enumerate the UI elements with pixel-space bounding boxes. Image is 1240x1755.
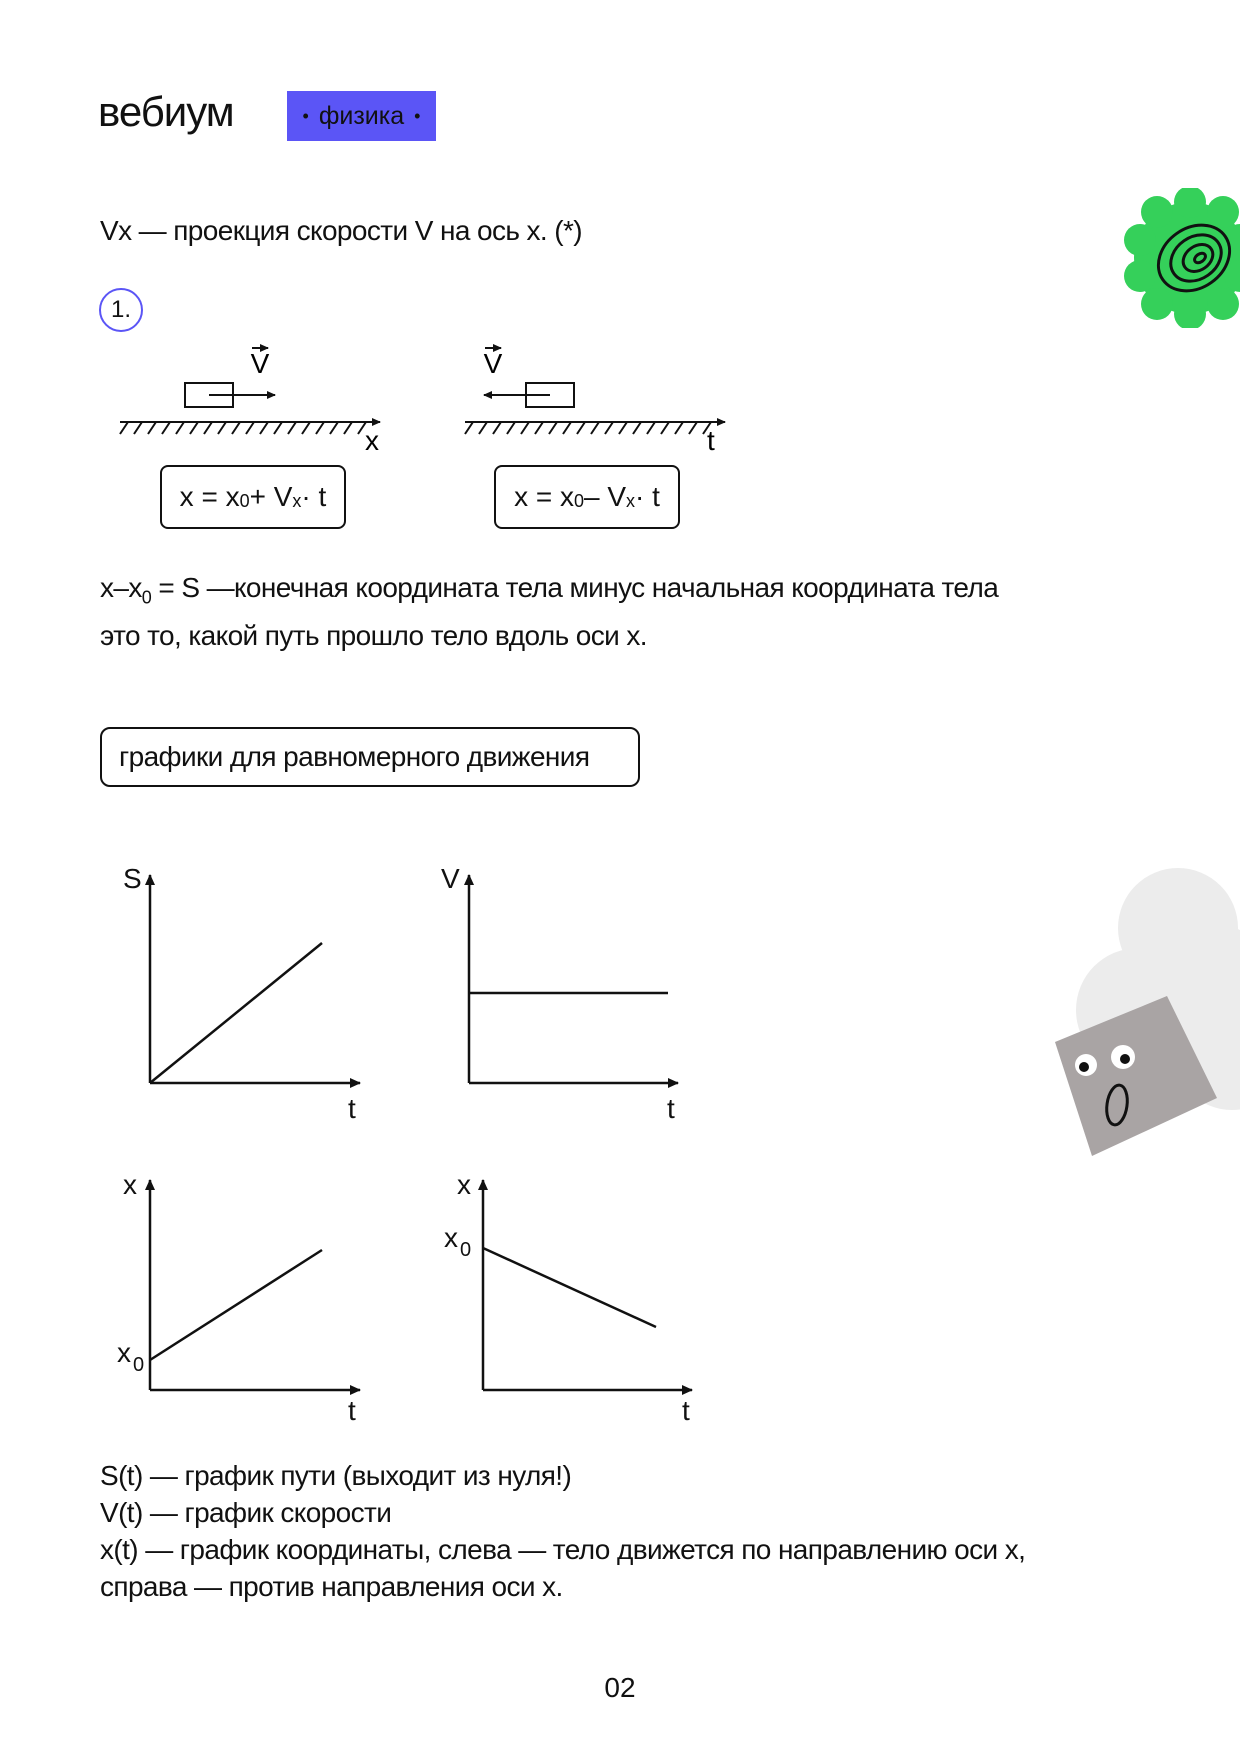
left-axis-label: x [365,425,379,455]
graph-velocity [469,875,678,1083]
section-title-box [100,727,640,787]
graph-path-line [150,943,322,1083]
graph-velocity-x-label: t [667,1093,675,1124]
page-number: 02 [604,1672,636,1703]
example-number-badge: 1. [99,288,143,332]
left-vector-label: V [250,348,270,379]
graph-coordinate-forward-start-sub: 0 [133,1354,145,1376]
tag-dot-right-icon: • [414,105,421,126]
graph-path-y-label: S [123,863,142,894]
displacement-lhs-sub: 0 [141,587,152,608]
subject-tag-label: физика [318,101,405,130]
graph-coordinate-backward-start-sub: 0 [460,1239,472,1261]
graph-notes [100,1457,1120,1605]
right-diagram [465,348,725,455]
displacement-line-1 [100,569,1100,617]
graph-coordinate-forward-line [150,1250,322,1360]
spiral-badge-icon [1120,188,1240,328]
displacement-lhs: x–x [100,572,142,603]
graph-coordinate-forward [150,1180,360,1390]
formula-backward [494,465,680,529]
graph-coordinate-backward-line [483,1248,656,1327]
formula-backward-subx: x [626,490,636,511]
formula-backward-a: x = x [514,481,574,512]
graph-coordinate-backward [483,1180,692,1390]
right-vector-label: V [483,348,503,379]
formula-forward-e: · t [301,481,327,512]
section-title: графики для равномерного движения [119,741,590,772]
note-velocity-graph: V(t) — график скорости [100,1497,392,1528]
motion-diagrams [110,340,740,455]
displacement-explanation [100,569,1100,654]
graph-path [150,875,360,1083]
surprised-mascot-icon [1050,860,1240,1160]
formula-backward-e: · t [635,481,660,512]
formula-backward-sub0: 0 [573,490,584,511]
displacement-line-1-text: —конечная координата тела минус начальная координата тела [199,572,999,603]
graph-path-x-label: t [348,1093,356,1124]
brand-logo: вебиум [98,88,234,135]
displacement-lhs-eq: = S [151,572,200,603]
formula-forward [160,465,346,529]
note-coordinate-graph: x(t) — график координаты, слева — тело движется по направлению оси x, [100,1534,1026,1565]
formula-forward-subx: x [292,490,302,511]
note-path-graph: S(t) — график пути (выходит из нуля!) [100,1460,572,1491]
graph-velocity-y-label: V [441,863,460,894]
graph-coordinate-forward-start-label: x [117,1337,131,1368]
formula-forward-c: + V [249,481,293,512]
formula-backward-c: – V [584,481,627,512]
motion-graphs [110,855,730,1430]
right-axis-label: t [707,425,715,455]
graph-coordinate-backward-start-label: x [444,1222,458,1253]
left-diagram [120,348,380,455]
velocity-projection-definition: Vx — проекция скорости V на ось x. (*) [100,215,583,246]
tag-dot-left-icon: • [302,105,309,126]
formula-forward-a: x = x [179,481,240,512]
formula-forward-sub0: 0 [239,490,250,511]
graph-coordinate-forward-y-label: x [123,1169,137,1200]
subject-tag [287,91,436,141]
note-coordinate-graph-cont: справа — против направления оси x. [100,1571,563,1602]
displacement-line-2: это то, какой путь прошло тело вдоль оси x. [100,619,647,651]
graph-coordinate-backward-y-label: x [457,1169,471,1200]
graph-coordinate-backward-x-label: t [682,1395,690,1426]
graph-coordinate-forward-x-label: t [348,1395,356,1426]
